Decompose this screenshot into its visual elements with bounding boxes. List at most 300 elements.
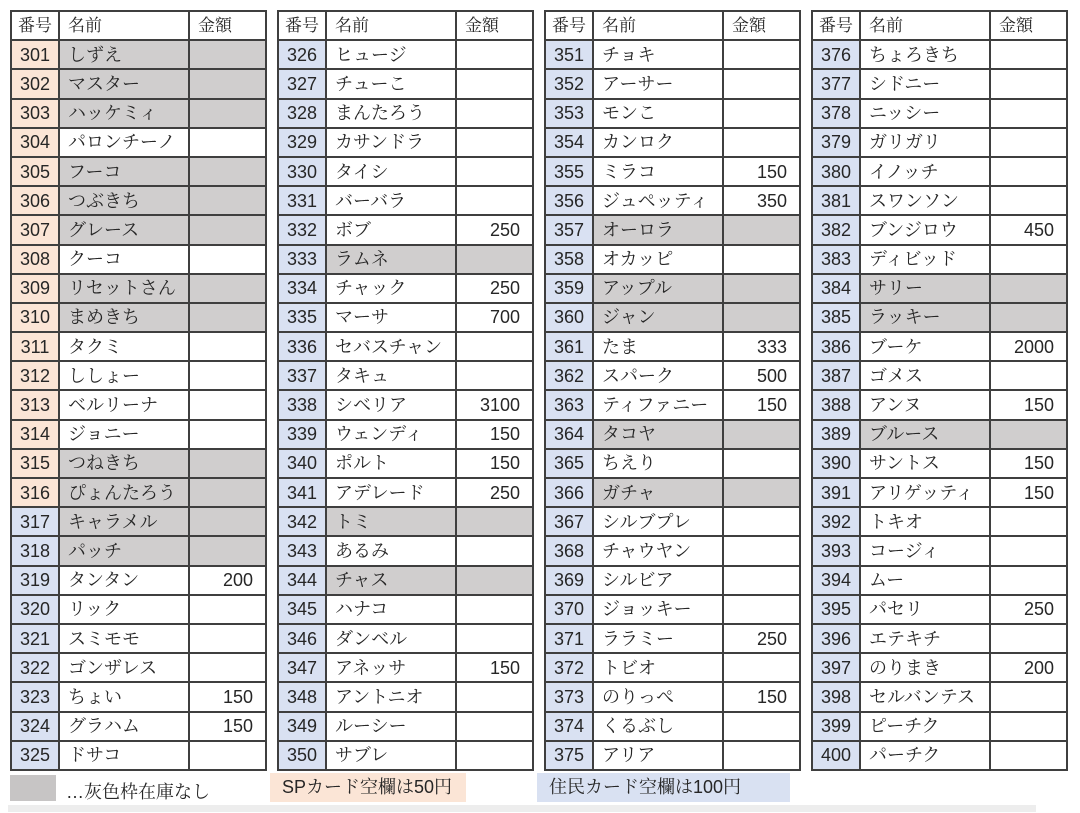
amount-cell xyxy=(189,245,266,274)
name-cell: ウェンディ xyxy=(326,420,456,449)
amount-cell: 150 xyxy=(456,653,533,682)
name-cell: リセットさん xyxy=(59,274,189,303)
name-cell: セバスチャン xyxy=(326,332,456,361)
amount-cell: 700 xyxy=(456,303,533,332)
table-row xyxy=(278,653,533,682)
name-cell: エテキチ xyxy=(860,624,990,653)
table-row xyxy=(278,420,533,449)
number-cell: 327 xyxy=(278,69,326,98)
name-cell: タイシ xyxy=(326,157,456,186)
table-row xyxy=(545,245,800,274)
amount-cell xyxy=(456,566,533,595)
number-cell: 352 xyxy=(545,69,593,98)
number-cell: 310 xyxy=(11,303,59,332)
amount-cell xyxy=(723,303,800,332)
amount-cell xyxy=(990,128,1067,157)
amount-cell xyxy=(723,215,800,244)
table-row xyxy=(11,303,266,332)
table-row xyxy=(545,507,800,536)
amount-cell: 150 xyxy=(723,682,800,711)
table-row xyxy=(278,712,533,741)
amount-cell xyxy=(189,186,266,215)
name-cell: ハッケミィ xyxy=(59,99,189,128)
amount-cell xyxy=(990,536,1067,565)
number-cell: 321 xyxy=(11,624,59,653)
table-row xyxy=(545,186,800,215)
table-row xyxy=(278,274,533,303)
number-cell: 394 xyxy=(812,566,860,595)
name-cell: アリア xyxy=(593,741,723,770)
name-cell: キャラメル xyxy=(59,507,189,536)
number-cell: 359 xyxy=(545,274,593,303)
table-row xyxy=(812,69,1067,98)
number-cell: 304 xyxy=(11,128,59,157)
table-row xyxy=(11,507,266,536)
amount-cell xyxy=(189,624,266,653)
name-cell: ティファニー xyxy=(593,390,723,419)
number-cell: 376 xyxy=(812,40,860,69)
table-row xyxy=(278,536,533,565)
name-cell: スワンソン xyxy=(860,186,990,215)
number-cell: 391 xyxy=(812,478,860,507)
name-cell: パーチク xyxy=(860,741,990,770)
amount-cell xyxy=(456,99,533,128)
amount-cell xyxy=(990,69,1067,98)
table-row xyxy=(545,99,800,128)
resident-card-legend: 住民カード空欄は100円 xyxy=(537,773,790,802)
table-row xyxy=(812,682,1067,711)
name-cell: ブーケ xyxy=(860,332,990,361)
legend xyxy=(0,773,1080,803)
number-header: 番号 xyxy=(11,11,59,40)
number-cell: 348 xyxy=(278,682,326,711)
table-row xyxy=(545,128,800,157)
table-row xyxy=(278,478,533,507)
name-cell: チョキ xyxy=(593,40,723,69)
number-cell: 372 xyxy=(545,653,593,682)
name-cell: アップル xyxy=(593,274,723,303)
amount-cell xyxy=(990,303,1067,332)
gray-stock-label: …灰色枠在庫なし xyxy=(66,782,210,802)
amount-cell: 150 xyxy=(990,478,1067,507)
amount-header: 金額 xyxy=(456,11,533,40)
amount-cell: 350 xyxy=(723,186,800,215)
amount-cell xyxy=(723,69,800,98)
amount-cell xyxy=(456,507,533,536)
amount-cell xyxy=(723,653,800,682)
table-row xyxy=(11,157,266,186)
name-cell: ダンベル xyxy=(326,624,456,653)
number-cell: 303 xyxy=(11,99,59,128)
amount-cell xyxy=(990,274,1067,303)
table-row xyxy=(812,624,1067,653)
table-row xyxy=(812,157,1067,186)
name-cell: トビオ xyxy=(593,653,723,682)
name-cell: シベリア xyxy=(326,390,456,419)
amount-header: 金額 xyxy=(189,11,266,40)
number-cell: 368 xyxy=(545,536,593,565)
amount-cell xyxy=(456,624,533,653)
table-row xyxy=(812,128,1067,157)
number-cell: 340 xyxy=(278,449,326,478)
table-row xyxy=(812,245,1067,274)
amount-cell xyxy=(990,157,1067,186)
number-cell: 314 xyxy=(11,420,59,449)
name-cell: アリゲッティ xyxy=(860,478,990,507)
number-cell: 349 xyxy=(278,712,326,741)
name-cell: シルブプレ xyxy=(593,507,723,536)
amount-cell xyxy=(189,507,266,536)
table-row xyxy=(11,274,266,303)
table-row xyxy=(11,186,266,215)
name-cell: ディビッド xyxy=(860,245,990,274)
name-cell: クーコ xyxy=(59,245,189,274)
number-cell: 317 xyxy=(11,507,59,536)
amount-cell xyxy=(456,712,533,741)
name-header: 名前 xyxy=(59,11,189,40)
number-cell: 358 xyxy=(545,245,593,274)
amount-cell xyxy=(723,274,800,303)
table-row xyxy=(545,390,800,419)
table-row xyxy=(11,69,266,98)
name-cell: チャス xyxy=(326,566,456,595)
number-cell: 378 xyxy=(812,99,860,128)
amount-cell xyxy=(990,741,1067,770)
amount-cell: 333 xyxy=(723,332,800,361)
table-row xyxy=(545,653,800,682)
table-row xyxy=(812,420,1067,449)
table-row xyxy=(11,361,266,390)
number-cell: 395 xyxy=(812,595,860,624)
name-cell: ポルト xyxy=(326,449,456,478)
amount-cell xyxy=(189,215,266,244)
table-row xyxy=(11,478,266,507)
amount-cell xyxy=(189,128,266,157)
amount-cell xyxy=(456,128,533,157)
number-cell: 396 xyxy=(812,624,860,653)
table-row xyxy=(545,478,800,507)
name-cell: ジョニー xyxy=(59,420,189,449)
number-cell: 325 xyxy=(11,741,59,770)
table-row xyxy=(278,624,533,653)
table-row xyxy=(812,40,1067,69)
number-cell: 305 xyxy=(11,157,59,186)
table-row xyxy=(545,303,800,332)
table-row xyxy=(11,653,266,682)
amount-cell xyxy=(723,536,800,565)
amount-cell xyxy=(456,536,533,565)
number-cell: 356 xyxy=(545,186,593,215)
number-cell: 344 xyxy=(278,566,326,595)
amount-cell xyxy=(189,40,266,69)
amount-cell xyxy=(189,157,266,186)
table-row xyxy=(545,274,800,303)
number-cell: 377 xyxy=(812,69,860,98)
table-row xyxy=(545,332,800,361)
card-table-1 xyxy=(10,10,267,771)
number-cell: 390 xyxy=(812,449,860,478)
table-row xyxy=(11,624,266,653)
number-cell: 335 xyxy=(278,303,326,332)
table-row xyxy=(545,420,800,449)
name-header: 名前 xyxy=(860,11,990,40)
name-cell: ちえり xyxy=(593,449,723,478)
amount-cell: 250 xyxy=(990,595,1067,624)
table-row xyxy=(545,361,800,390)
table-row xyxy=(278,507,533,536)
number-cell: 393 xyxy=(812,536,860,565)
amount-cell: 150 xyxy=(189,682,266,711)
name-cell: ニッシー xyxy=(860,99,990,128)
bottom-strip xyxy=(8,805,1036,812)
amount-cell: 150 xyxy=(990,390,1067,419)
amount-cell: 3100 xyxy=(456,390,533,419)
name-cell: チューこ xyxy=(326,69,456,98)
amount-cell: 150 xyxy=(723,157,800,186)
table-row xyxy=(278,40,533,69)
name-cell: グレース xyxy=(59,215,189,244)
amount-cell xyxy=(990,420,1067,449)
amount-cell xyxy=(723,40,800,69)
table-row xyxy=(278,157,533,186)
amount-cell: 500 xyxy=(723,361,800,390)
number-cell: 341 xyxy=(278,478,326,507)
name-cell: ヒュージ xyxy=(326,40,456,69)
name-cell: つねきち xyxy=(59,449,189,478)
number-cell: 364 xyxy=(545,420,593,449)
number-cell: 301 xyxy=(11,40,59,69)
number-cell: 323 xyxy=(11,682,59,711)
amount-cell xyxy=(723,595,800,624)
table-row xyxy=(812,215,1067,244)
table-row xyxy=(278,332,533,361)
name-cell: ゴメス xyxy=(860,361,990,390)
table-row xyxy=(812,566,1067,595)
number-cell: 309 xyxy=(11,274,59,303)
number-cell: 346 xyxy=(278,624,326,653)
number-cell: 339 xyxy=(278,420,326,449)
number-cell: 302 xyxy=(11,69,59,98)
amount-cell xyxy=(456,69,533,98)
number-cell: 347 xyxy=(278,653,326,682)
name-cell: くるぶし xyxy=(593,712,723,741)
amount-cell xyxy=(990,99,1067,128)
name-cell: パセリ xyxy=(860,595,990,624)
table-row xyxy=(545,449,800,478)
amount-cell: 200 xyxy=(189,566,266,595)
name-cell: しずえ xyxy=(59,40,189,69)
table-row xyxy=(11,245,266,274)
amount-cell xyxy=(189,595,266,624)
name-cell: タキュ xyxy=(326,361,456,390)
number-cell: 362 xyxy=(545,361,593,390)
name-cell: ちょい xyxy=(59,682,189,711)
name-cell: ガチャ xyxy=(593,478,723,507)
name-cell: ゴンザレス xyxy=(59,653,189,682)
amount-cell xyxy=(456,332,533,361)
table-row xyxy=(278,390,533,419)
amount-cell: 150 xyxy=(723,390,800,419)
number-cell: 329 xyxy=(278,128,326,157)
name-cell: パロンチーノ xyxy=(59,128,189,157)
table-row xyxy=(11,99,266,128)
name-cell: ちょろきち xyxy=(860,40,990,69)
name-cell: ララミー xyxy=(593,624,723,653)
number-cell: 318 xyxy=(11,536,59,565)
number-cell: 320 xyxy=(11,595,59,624)
card-table-3 xyxy=(544,10,801,771)
name-cell: コージィ xyxy=(860,536,990,565)
table-row xyxy=(545,624,800,653)
table-row xyxy=(278,566,533,595)
number-cell: 373 xyxy=(545,682,593,711)
number-cell: 392 xyxy=(812,507,860,536)
table-row xyxy=(11,741,266,770)
table-row xyxy=(545,536,800,565)
table-row xyxy=(812,361,1067,390)
number-cell: 360 xyxy=(545,303,593,332)
amount-cell xyxy=(189,303,266,332)
name-cell: シドニー xyxy=(860,69,990,98)
number-cell: 386 xyxy=(812,332,860,361)
amount-cell xyxy=(723,128,800,157)
number-cell: 399 xyxy=(812,712,860,741)
tables-row xyxy=(10,10,1068,771)
name-cell: のりっぺ xyxy=(593,682,723,711)
number-cell: 328 xyxy=(278,99,326,128)
name-cell: サブレ xyxy=(326,741,456,770)
number-cell: 387 xyxy=(812,361,860,390)
number-cell: 370 xyxy=(545,595,593,624)
name-cell: ボブ xyxy=(326,215,456,244)
name-cell: スミモモ xyxy=(59,624,189,653)
table-row xyxy=(545,682,800,711)
amount-cell xyxy=(723,507,800,536)
name-cell: ブルース xyxy=(860,420,990,449)
name-cell: サリー xyxy=(860,274,990,303)
table-row xyxy=(11,712,266,741)
table-row xyxy=(812,332,1067,361)
table-row xyxy=(278,303,533,332)
amount-cell xyxy=(990,624,1067,653)
number-cell: 375 xyxy=(545,741,593,770)
name-cell: ラッキー xyxy=(860,303,990,332)
table-row xyxy=(11,536,266,565)
amount-cell xyxy=(990,186,1067,215)
card-table-4 xyxy=(811,10,1068,771)
amount-cell xyxy=(990,361,1067,390)
amount-cell xyxy=(723,99,800,128)
table-row xyxy=(278,245,533,274)
table-row xyxy=(278,449,533,478)
table-row xyxy=(278,186,533,215)
name-cell: ししょー xyxy=(59,361,189,390)
table-row xyxy=(11,40,266,69)
amount-cell xyxy=(189,332,266,361)
number-cell: 367 xyxy=(545,507,593,536)
table-row xyxy=(812,595,1067,624)
table-row xyxy=(812,478,1067,507)
number-cell: 389 xyxy=(812,420,860,449)
name-cell: チャウヤン xyxy=(593,536,723,565)
number-cell: 307 xyxy=(11,215,59,244)
amount-cell xyxy=(456,245,533,274)
name-cell: モンこ xyxy=(593,99,723,128)
name-cell: ムー xyxy=(860,566,990,595)
name-cell: ベルリーナ xyxy=(59,390,189,419)
header-row xyxy=(545,11,800,40)
amount-cell xyxy=(456,595,533,624)
number-cell: 366 xyxy=(545,478,593,507)
table-row xyxy=(278,69,533,98)
number-cell: 316 xyxy=(11,478,59,507)
name-header: 名前 xyxy=(593,11,723,40)
amount-cell xyxy=(189,420,266,449)
amount-cell xyxy=(456,741,533,770)
amount-cell: 150 xyxy=(456,420,533,449)
amount-cell: 150 xyxy=(456,449,533,478)
name-cell: オカッピ xyxy=(593,245,723,274)
name-cell: シルビア xyxy=(593,566,723,595)
number-cell: 388 xyxy=(812,390,860,419)
table-row xyxy=(545,215,800,244)
amount-cell xyxy=(723,566,800,595)
number-cell: 363 xyxy=(545,390,593,419)
name-cell: ハナコ xyxy=(326,595,456,624)
amount-cell xyxy=(189,449,266,478)
name-cell: アントニオ xyxy=(326,682,456,711)
name-cell: フーコ xyxy=(59,157,189,186)
number-cell: 330 xyxy=(278,157,326,186)
number-cell: 350 xyxy=(278,741,326,770)
number-cell: 379 xyxy=(812,128,860,157)
name-cell: ジャン xyxy=(593,303,723,332)
name-cell: ジョッキー xyxy=(593,595,723,624)
number-cell: 400 xyxy=(812,741,860,770)
table-row xyxy=(545,40,800,69)
number-cell: 338 xyxy=(278,390,326,419)
table-row xyxy=(812,507,1067,536)
number-header: 番号 xyxy=(278,11,326,40)
table-row xyxy=(278,361,533,390)
table-row xyxy=(278,595,533,624)
amount-cell xyxy=(990,40,1067,69)
name-cell: リック xyxy=(59,595,189,624)
amount-header: 金額 xyxy=(723,11,800,40)
number-cell: 397 xyxy=(812,653,860,682)
name-cell: あるみ xyxy=(326,536,456,565)
number-cell: 311 xyxy=(11,332,59,361)
name-cell: タクミ xyxy=(59,332,189,361)
sp-card-legend: SPカード空欄は50円 xyxy=(270,773,466,802)
number-cell: 315 xyxy=(11,449,59,478)
amount-cell xyxy=(189,361,266,390)
name-cell: つぶきち xyxy=(59,186,189,215)
number-cell: 371 xyxy=(545,624,593,653)
table-row xyxy=(812,390,1067,419)
amount-cell xyxy=(189,536,266,565)
amount-cell: 450 xyxy=(990,215,1067,244)
name-cell: オーロラ xyxy=(593,215,723,244)
table-row xyxy=(812,303,1067,332)
name-cell: ドサコ xyxy=(59,741,189,770)
name-cell: サントス xyxy=(860,449,990,478)
table-row xyxy=(11,566,266,595)
gray-stock-swatch xyxy=(10,775,56,801)
amount-cell xyxy=(456,157,533,186)
name-cell: まんたろう xyxy=(326,99,456,128)
table-row xyxy=(545,566,800,595)
